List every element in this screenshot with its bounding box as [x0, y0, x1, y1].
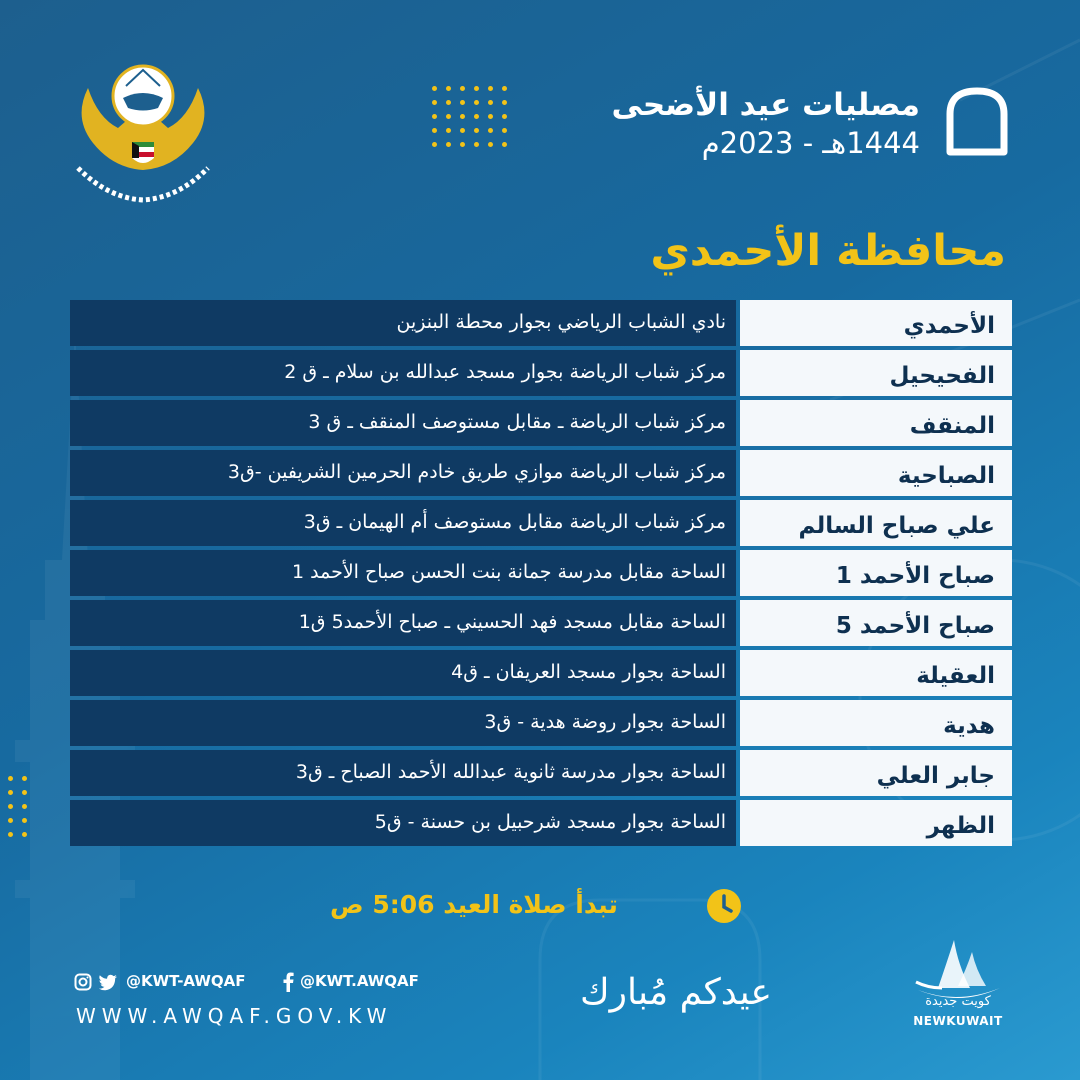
area-name: صباح الأحمد 5: [740, 600, 1012, 646]
area-name: هدية: [740, 700, 1012, 746]
table-row: [70, 550, 1012, 596]
area-name: الفحيحيل: [740, 350, 1012, 396]
prayer-start-time: تبدأ صلاة العيد 5:06 ص: [330, 890, 618, 919]
table-row: [70, 500, 1012, 546]
prayer-location: الساحة بجوار مسجد العريفان ـ ق4: [70, 650, 736, 696]
hijri-gregorian-year: 1444هـ - 2023م: [701, 126, 920, 160]
ministry-emblem-logo: [68, 58, 218, 208]
prayer-location: مركز شباب الرياضة ـ مقابل مستوصف المنقف ـ ق 3: [70, 400, 736, 446]
table-row: [70, 650, 1012, 696]
table-row: [70, 300, 1012, 346]
clock-icon: [706, 888, 742, 924]
website-link[interactable]: WWW.AWQAF.GOV.KW: [76, 1004, 393, 1028]
prayer-location: الساحة بجوار مسجد شرحبيل بن حسنة - ق5: [70, 800, 736, 846]
prayer-location: الساحة مقابل مسجد فهد الحسيني ـ صباح الأحمد5 ق1: [70, 600, 736, 646]
page-title: مصليات عيد الأضحى: [611, 87, 920, 123]
twitter-icon[interactable]: [98, 974, 118, 991]
table-row: [70, 400, 1012, 446]
prayer-location: الساحة مقابل مدرسة جمانة بنت الحسن صباح الأحمد 1: [70, 550, 736, 596]
table-row: [70, 450, 1012, 496]
eid-greeting: عيدكم مُبارك: [580, 972, 772, 1013]
facebook-handle[interactable]: @KWT.AWQAF: [300, 972, 419, 990]
facebook-icon[interactable]: [282, 972, 294, 992]
area-name: جابر العلي: [740, 750, 1012, 796]
prayer-location: مركز شباب الرياضة بجوار مسجد عبدالله بن سلام ـ ق 2: [70, 350, 736, 396]
area-name: العقيلة: [740, 650, 1012, 696]
prayer-location: مركز شباب الرياضة موازي طريق خادم الحرمين الشريفين -ق3: [70, 450, 736, 496]
area-name: الصباحية: [740, 450, 1012, 496]
new-kuwait-english: NEWKUWAIT: [913, 1014, 1003, 1028]
area-name: الأحمدي: [740, 300, 1012, 346]
arch-icon: [944, 86, 1010, 156]
area-name: الظهر: [740, 800, 1012, 846]
instagram-icon[interactable]: [74, 973, 92, 991]
area-name: المنقف: [740, 400, 1012, 446]
twitter-instagram-handle[interactable]: @KWT-AWQAF: [126, 972, 246, 990]
header-title-block: [611, 86, 920, 162]
area-name: علي صباح السالم: [740, 500, 1012, 546]
prayer-location: نادي الشباب الرياضي بجوار محطة البنزين: [70, 300, 736, 346]
area-name: صباح الأحمد 1: [740, 550, 1012, 596]
table-row: [70, 350, 1012, 396]
prayer-location: الساحة بجوار روضة هدية - ق3: [70, 700, 736, 746]
table-row: [70, 800, 1012, 846]
table-row: [70, 600, 1012, 646]
prayer-location: الساحة بجوار مدرسة ثانوية عبدالله الأحمد الصباح ـ ق3: [70, 750, 736, 796]
table-row: [70, 750, 1012, 796]
new-kuwait-arabic: كويت جديدة: [925, 994, 991, 1009]
table-row: [70, 700, 1012, 746]
governorate-title: محافظة الأحمدي: [650, 226, 1006, 276]
prayer-location: مركز شباب الرياضة مقابل مستوصف أم الهيمان ـ ق3: [70, 500, 736, 546]
